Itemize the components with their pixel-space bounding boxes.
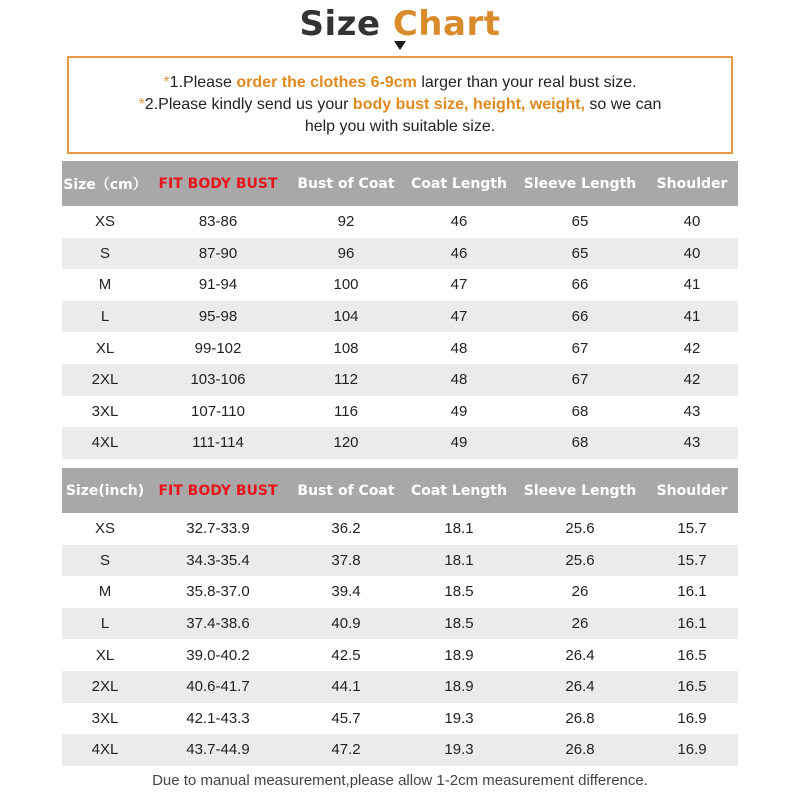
table-cell: 15.7 xyxy=(677,520,707,538)
table-cell: 18.1 xyxy=(444,551,474,569)
table-cell: XL xyxy=(95,646,115,664)
size-table-inch xyxy=(62,468,738,766)
note-2-highlight: body bust size, height, weight, xyxy=(352,96,585,113)
table-cell: 46 xyxy=(450,213,468,231)
table-cell: 43 xyxy=(683,402,701,420)
table-row xyxy=(62,269,738,301)
table-cell: 26.8 xyxy=(565,741,595,759)
table-cell: 26.4 xyxy=(565,646,595,664)
table-row xyxy=(62,206,738,238)
table-cell: 16.1 xyxy=(677,615,707,633)
table-cell: 43 xyxy=(683,434,701,452)
table-cell: 96 xyxy=(337,244,355,262)
table-cell: 65 xyxy=(571,213,589,231)
column-header: Shoulder xyxy=(656,175,728,192)
table-cell: XL xyxy=(95,339,115,357)
table-row xyxy=(62,639,738,671)
table-cell: 2XL xyxy=(91,371,119,389)
table-cell: 18.1 xyxy=(444,520,474,538)
table-cell: 112 xyxy=(334,371,358,389)
table-cell: 67 xyxy=(571,371,589,389)
table-cell: 108 xyxy=(333,339,359,357)
column-header: Sleeve Length xyxy=(523,175,637,192)
table-cell: 3XL xyxy=(91,402,119,420)
column-header: FIT BODY BUST xyxy=(158,482,278,499)
footer-note: Due to manual measurement,please allow 1-2cm measurement difference. xyxy=(152,772,648,789)
table-cell: 95-98 xyxy=(198,308,238,326)
table-cell: 16.5 xyxy=(677,678,707,696)
table-cell: 66 xyxy=(571,308,589,326)
table-row xyxy=(62,301,738,333)
table-cell: 46 xyxy=(450,244,468,262)
table-cell: L xyxy=(100,308,110,326)
column-header: Shoulder xyxy=(656,482,728,499)
table-cell: 37.8 xyxy=(331,551,361,569)
column-header: Size(inch) xyxy=(65,482,145,499)
table-cell: 48 xyxy=(450,371,468,389)
table-cell: 19.3 xyxy=(444,709,474,727)
table-cell: 49 xyxy=(450,434,468,452)
table-cell: 39.0-40.2 xyxy=(186,646,250,664)
table-row xyxy=(62,703,738,735)
table-cell: 91-94 xyxy=(198,276,238,294)
table-cell: 44.1 xyxy=(331,678,361,696)
table-cell: 19.3 xyxy=(444,741,474,759)
table-cell: 40 xyxy=(683,213,701,231)
table-cell: 65 xyxy=(571,244,589,262)
table-cell: M xyxy=(98,583,112,601)
table-row xyxy=(62,364,738,396)
column-header: Bust of Coat xyxy=(297,482,395,499)
table-row xyxy=(62,545,738,577)
table-cell: XS xyxy=(94,213,115,231)
table-cell: 36.2 xyxy=(331,520,361,538)
table-cell: 45.7 xyxy=(331,709,361,727)
table-row xyxy=(62,396,738,428)
table-cell: 40 xyxy=(683,244,701,262)
table-cell: 42 xyxy=(683,339,701,357)
note-1-highlight: order the clothes 6-9cm xyxy=(236,74,417,91)
table-cell: 41 xyxy=(683,308,701,326)
table-cell: 48 xyxy=(450,339,468,357)
table-cell: 40.6-41.7 xyxy=(186,678,250,696)
table-cell: 116 xyxy=(334,402,358,420)
table-cell: 18.9 xyxy=(444,646,474,664)
table-cell: 26.8 xyxy=(565,709,595,727)
table-cell: 111-114 xyxy=(192,434,244,452)
table-cell: 26 xyxy=(571,615,589,633)
star-icon: * xyxy=(138,96,145,113)
table-cell: 120 xyxy=(333,434,359,452)
table-cell: 37.4-38.6 xyxy=(186,615,250,633)
table-cell: 3XL xyxy=(91,709,119,727)
table-cell: L xyxy=(100,615,110,633)
table-row xyxy=(62,608,738,640)
table-cell: 18.5 xyxy=(444,583,474,601)
table-row xyxy=(62,427,738,459)
table-cell: 47.2 xyxy=(331,741,361,759)
table-cell: 42.1-43.3 xyxy=(186,709,250,727)
table-cell: 68 xyxy=(571,402,589,420)
table-cell: 49 xyxy=(450,402,468,420)
note-1-prefix: 1.Please xyxy=(169,74,237,91)
table-cell: 42.5 xyxy=(331,646,361,664)
table-cell: 18.5 xyxy=(444,615,474,633)
note-line-2 xyxy=(69,94,731,116)
note-line-3: help you with suitable size. xyxy=(304,118,496,135)
note-1-suffix: larger than your real bust size. xyxy=(416,74,637,91)
table-header xyxy=(62,468,738,513)
table-cell: 103-106 xyxy=(190,371,246,389)
note-2-prefix: 2.Please kindly send us your xyxy=(144,96,353,113)
table-cell: 47 xyxy=(450,308,468,326)
column-header: Coat Length xyxy=(411,175,507,192)
table-cell: 18.9 xyxy=(444,678,474,696)
table-cell: 26.4 xyxy=(565,678,595,696)
table-cell: 40.9 xyxy=(331,615,361,633)
table-cell: 41 xyxy=(683,276,701,294)
star-icon: * xyxy=(163,74,170,91)
table-row xyxy=(62,576,738,608)
table-cell: 2XL xyxy=(91,678,119,696)
table-row xyxy=(62,332,738,364)
table-cell: 32.7-33.9 xyxy=(186,520,250,538)
table-cell: 100 xyxy=(333,276,359,294)
table-cell: 39.4 xyxy=(331,583,361,601)
table-cell: 25.6 xyxy=(565,520,595,538)
table-cell: S xyxy=(99,244,110,262)
page-title xyxy=(0,4,800,44)
notes-box xyxy=(67,56,733,154)
table-cell: 26 xyxy=(571,583,589,601)
table-cell: 66 xyxy=(571,276,589,294)
table-cell: M xyxy=(98,276,112,294)
table-cell: 43.7-44.9 xyxy=(186,741,250,759)
column-header: Size（cm） xyxy=(63,176,147,193)
note-line-1 xyxy=(69,72,731,94)
column-header: Sleeve Length xyxy=(523,482,637,499)
table-row xyxy=(62,238,738,270)
table-cell: 25.6 xyxy=(565,551,595,569)
note-2-suffix: so we can xyxy=(584,96,662,113)
table-cell: 107-110 xyxy=(191,402,245,420)
table-header xyxy=(62,161,738,206)
table-cell: XS xyxy=(94,520,115,538)
table-cell: 16.1 xyxy=(677,583,707,601)
table-cell: S xyxy=(99,551,110,569)
column-header: Coat Length xyxy=(411,482,507,499)
table-cell: 83-86 xyxy=(198,213,238,231)
table-cell: 92 xyxy=(337,213,355,231)
table-cell: 42 xyxy=(683,371,701,389)
table-cell: 16.9 xyxy=(677,709,707,727)
table-cell: 16.5 xyxy=(677,646,707,664)
table-row xyxy=(62,513,738,545)
table-row xyxy=(62,671,738,703)
size-table-cm xyxy=(62,161,738,459)
column-header: Bust of Coat xyxy=(297,175,395,192)
title-word-size: Size xyxy=(299,4,381,44)
table-cell: 68 xyxy=(571,434,589,452)
table-row xyxy=(62,734,738,766)
table-cell: 34.3-35.4 xyxy=(186,551,250,569)
table-cell: 16.9 xyxy=(677,741,707,759)
table-cell: 47 xyxy=(450,276,468,294)
table-cell: 4XL xyxy=(91,741,119,759)
table-cell: 67 xyxy=(571,339,589,357)
table-cell: 99-102 xyxy=(194,339,242,357)
table-cell: 15.7 xyxy=(677,551,707,569)
table-cell: 87-90 xyxy=(198,244,238,262)
table-cell: 4XL xyxy=(91,434,119,452)
table-cell: 35.8-37.0 xyxy=(186,583,250,601)
table-cell: 104 xyxy=(333,308,359,326)
title-word-chart: Chart xyxy=(392,4,501,44)
triangle-down-icon xyxy=(394,41,406,50)
column-header: FIT BODY BUST xyxy=(158,175,278,192)
